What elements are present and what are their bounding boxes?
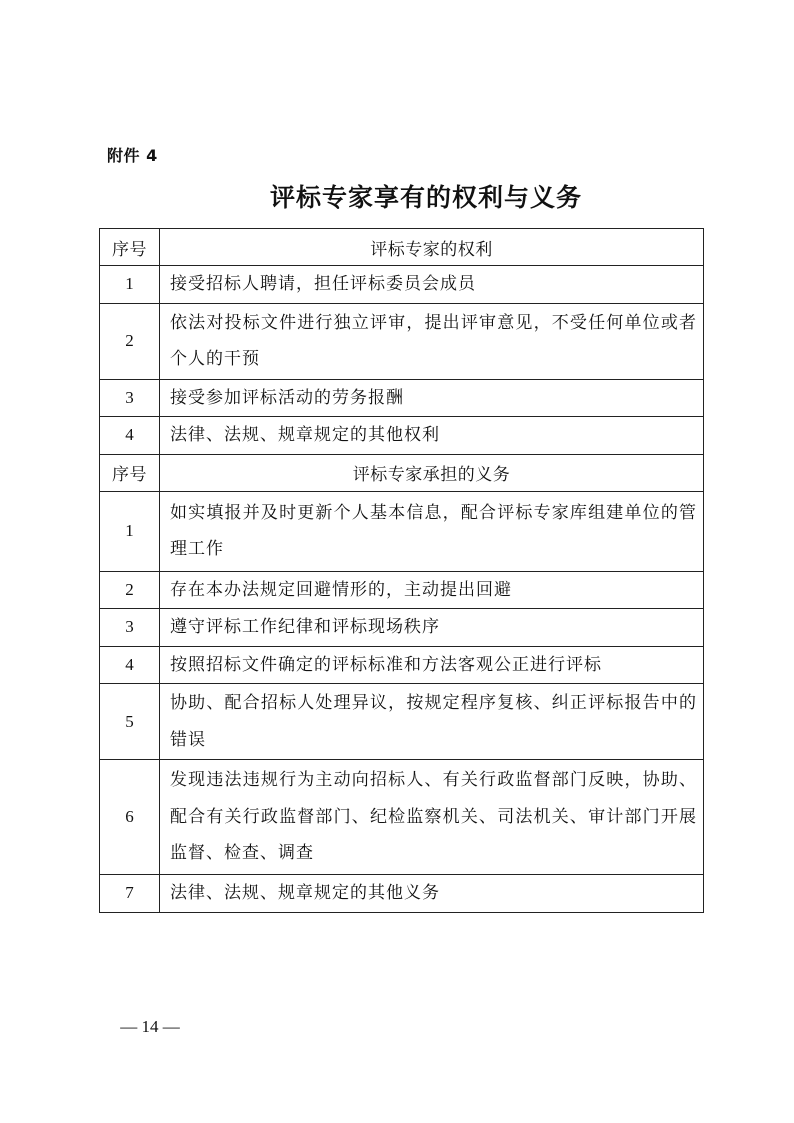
table-row bbox=[100, 571, 704, 609]
table-row bbox=[100, 646, 704, 684]
row-number: 6 bbox=[100, 760, 160, 875]
row-number: 3 bbox=[100, 609, 160, 647]
row-text: 接受参加评标活动的劳务报酬 bbox=[160, 379, 704, 417]
table-row bbox=[100, 379, 704, 417]
row-number: 1 bbox=[100, 266, 160, 304]
row-number: 1 bbox=[100, 491, 160, 571]
table-row bbox=[100, 760, 704, 875]
row-text: 遵守评标工作纪律和评标现场秩序 bbox=[160, 609, 704, 647]
table-row bbox=[100, 684, 704, 760]
row-number: 4 bbox=[100, 417, 160, 455]
row-number: 2 bbox=[100, 303, 160, 379]
table-row bbox=[100, 417, 704, 455]
attachment-label: 附件 4 bbox=[107, 146, 158, 165]
table-row bbox=[100, 266, 704, 304]
document-title: 评标专家享有的权利与义务 bbox=[269, 183, 582, 212]
duties-number-header: 序号 bbox=[100, 454, 160, 491]
row-text: 法律、法规、规章规定的其他权利 bbox=[160, 417, 704, 455]
table-row bbox=[100, 875, 704, 913]
rights-header-row bbox=[100, 229, 704, 266]
row-number: 2 bbox=[100, 571, 160, 609]
table-row bbox=[100, 491, 704, 571]
row-text: 存在本办法规定回避情形的，主动提出回避 bbox=[160, 571, 704, 609]
row-text: 如实填报并及时更新个人基本信息，配合评标专家库组建单位的管理工作 bbox=[160, 491, 704, 571]
row-text: 协助、配合招标人处理异议，按规定程序复核、纠正评标报告中的错误 bbox=[160, 684, 704, 760]
row-number: 4 bbox=[100, 646, 160, 684]
row-text: 发现违法违规行为主动向招标人、有关行政监督部门反映，协助、配合有关行政监督部门、纪检监察机关、司法机关、审计部门开展监督、检查、调查 bbox=[160, 760, 704, 875]
row-text: 按照招标文件确定的评标标准和方法客观公正进行评标 bbox=[160, 646, 704, 684]
row-number: 5 bbox=[100, 684, 160, 760]
table-row bbox=[100, 609, 704, 647]
table-row bbox=[100, 303, 704, 379]
row-text: 法律、法规、规章规定的其他义务 bbox=[160, 875, 704, 913]
row-number: 7 bbox=[100, 875, 160, 913]
row-text: 依法对投标文件进行独立评审，提出评审意见，不受任何单位或者个人的干预 bbox=[160, 303, 704, 379]
rights-duties-table bbox=[99, 228, 704, 913]
row-number: 3 bbox=[100, 379, 160, 417]
rights-title-header: 评标专家的权利 bbox=[160, 229, 704, 266]
duties-header-row bbox=[100, 454, 704, 491]
duties-title-header: 评标专家承担的义务 bbox=[160, 454, 704, 491]
page-number: — 14 — bbox=[120, 1017, 180, 1036]
row-text: 接受招标人聘请，担任评标委员会成员 bbox=[160, 266, 704, 304]
rights-number-header: 序号 bbox=[100, 229, 160, 266]
